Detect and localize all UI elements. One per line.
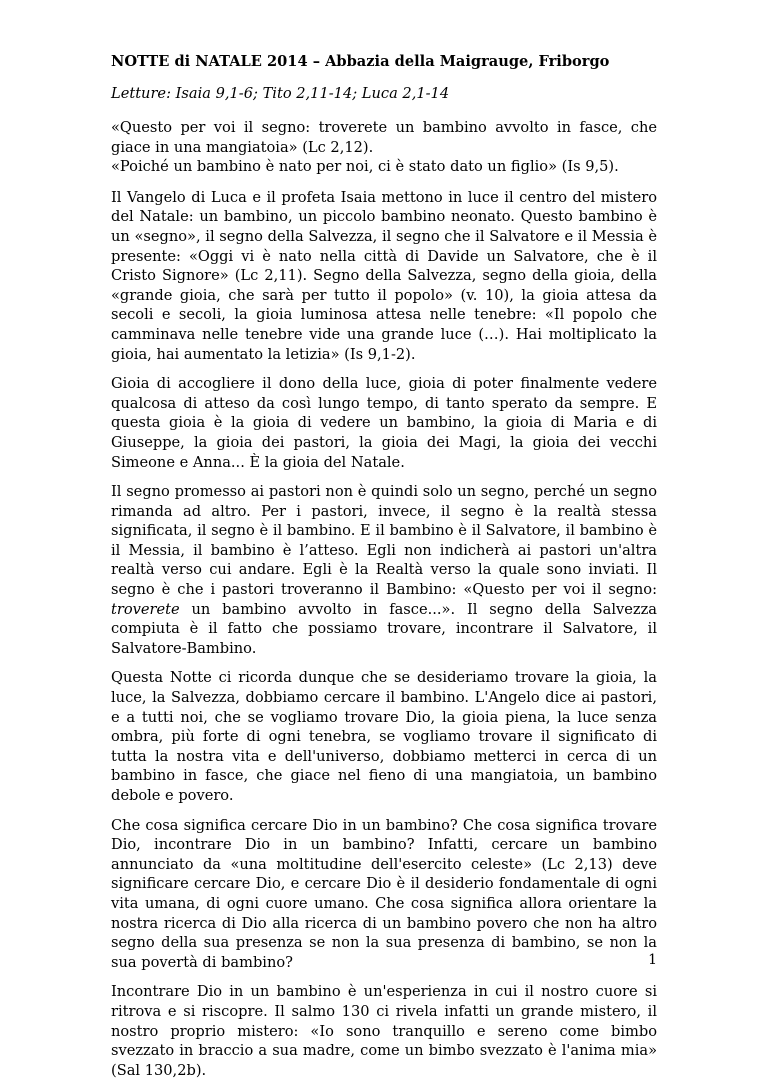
paragraph-joy: Gioia di accogliere il dono della luce, gioia di poter finalmente vedere qualcosa di atteso da così lungo tempo, di tanto sperato da sempre. E questa gioia è la gioia di vedere un bambino, la gioia di Maria e di Giuseppe, la gioia dei pastori, la gioia dei Magi, la gioia dei vecchi Simeone e Anna... È la gioia del Natale. <box>111 375 657 471</box>
quote-isaiah: «Poiché un bambino è nato per noi, ci è stato dato un figlio» (Is 9,5). <box>111 158 619 176</box>
paragraph-seek-god: Che cosa significa cercare Dio in un bambino? Che cosa significa trovare Dio, incontrare Dio in un bambino? Infatti, cercare un bambino annunciato da «una moltitudine dell'esercito celeste» (Lc 2,13) deve significare cercare Dio, e cercare Dio è il desiderio fondamentale di ogni vita umana, di ogni cuore umano. Che cosa significa allora orientare la nostra ricerca di Dio alla ricerca di un bambino povero che non ha altro segno della sua presenza se non la sua presenza di bambino, se non la sua povertà di bambino? <box>111 816 657 971</box>
opening-quotes <box>111 118 657 177</box>
quote-luke: «Questo per voi il segno: troverete un bambino avvolto in fasce, che giace in una mangiatoia» (Lc 2,12). <box>111 119 657 156</box>
paragraph-sign-before: Il segno promesso ai pastori non è quindi solo un segno, perché un segno rimanda ad altro. Per i pastori, invece, il segno è la realtà stessa significata, il segno è il bambino. E il bambino è il Salvatore, il bambino è il Messia, il bambino è l’atteso. Egli non indicherà ai pastori un'altra realtà verso cui andare. Egli è la Realtà verso la quale sono inviati. Il segno è che i pastori troveranno il Bambino: «Questo per voi il segno: <box>111 483 657 599</box>
paragraph-gospel: Il Vangelo di Luca e il profeta Isaia mettono in luce il centro del mistero del Natale: un bambino, un piccolo bambino neonato. Questo bambino è un «segno», il segno della Salvezza, il segno che il Salvatore e il Messia è presente: «Oggi vi è nato nella città di Davide un Salvatore, che è il Cristo Signore» (Lc 2,11). Segno della Salvezza, segno della gioia, della «grande gioia, che sarà per tutto il popolo» (v. 10), la gioia attesa da secoli e secoli, la gioia luminosa attesa nelle tenebre: «Il popolo che camminava nelle tenebre vide una grande luce (…). Hai moltiplicato la gioia, hai aumentato la letizia» (Is 9,1-2). <box>111 188 657 363</box>
paragraph-sign <box>111 482 657 658</box>
paragraph-sign-after: un bambino avvolto in fasce...». Il segno della Salvezza compiuta è il fatto che possiamo trovare, incontrare il Salvatore, il Salvatore-Bambino. <box>111 600 657 657</box>
document-page <box>111 52 657 1090</box>
document-title: NOTTE di NATALE 2014 – Abbazia della Maigrauge, Friborgo <box>111 53 610 70</box>
page-number: 1 <box>648 952 657 968</box>
paragraph-night: Questa Notte ci ricorda dunque che se desideriamo trovare la gioia, la luce, la Salvezza, dobbiamo cercare il bambino. L'Angelo dice ai pastori, e a tutti noi, che se vogliamo trovare Dio, la gioia piena, la luce senza ombra, più forte di ogni tenebra, se vogliamo trovare il significato di tutta la nostra vita e dell'universo, dobbiamo metterci in cerca di un bambino in fasce, che giace nel fieno di una mangiatoia, un bambino debole e povero. <box>111 669 657 804</box>
paragraph-meet-god: Incontrare Dio in un bambino è un'esperienza in cui il nostro cuore si ritrova e si riscopre. Il salmo 130 ci rivela infatti un grande mistero, il nostro proprio mistero: «Io sono tranquillo e sereno come bimbo svezzato in braccio a sua madre, come un bimbo svezzato è l'anima mia» (Sal 130,2b). <box>111 983 657 1079</box>
readings-line: Letture: Isaia 9,1-6; Tito 2,11-14; Luca 2,1-14 <box>111 85 450 102</box>
paragraph-sign-italic: troverete <box>111 600 180 618</box>
